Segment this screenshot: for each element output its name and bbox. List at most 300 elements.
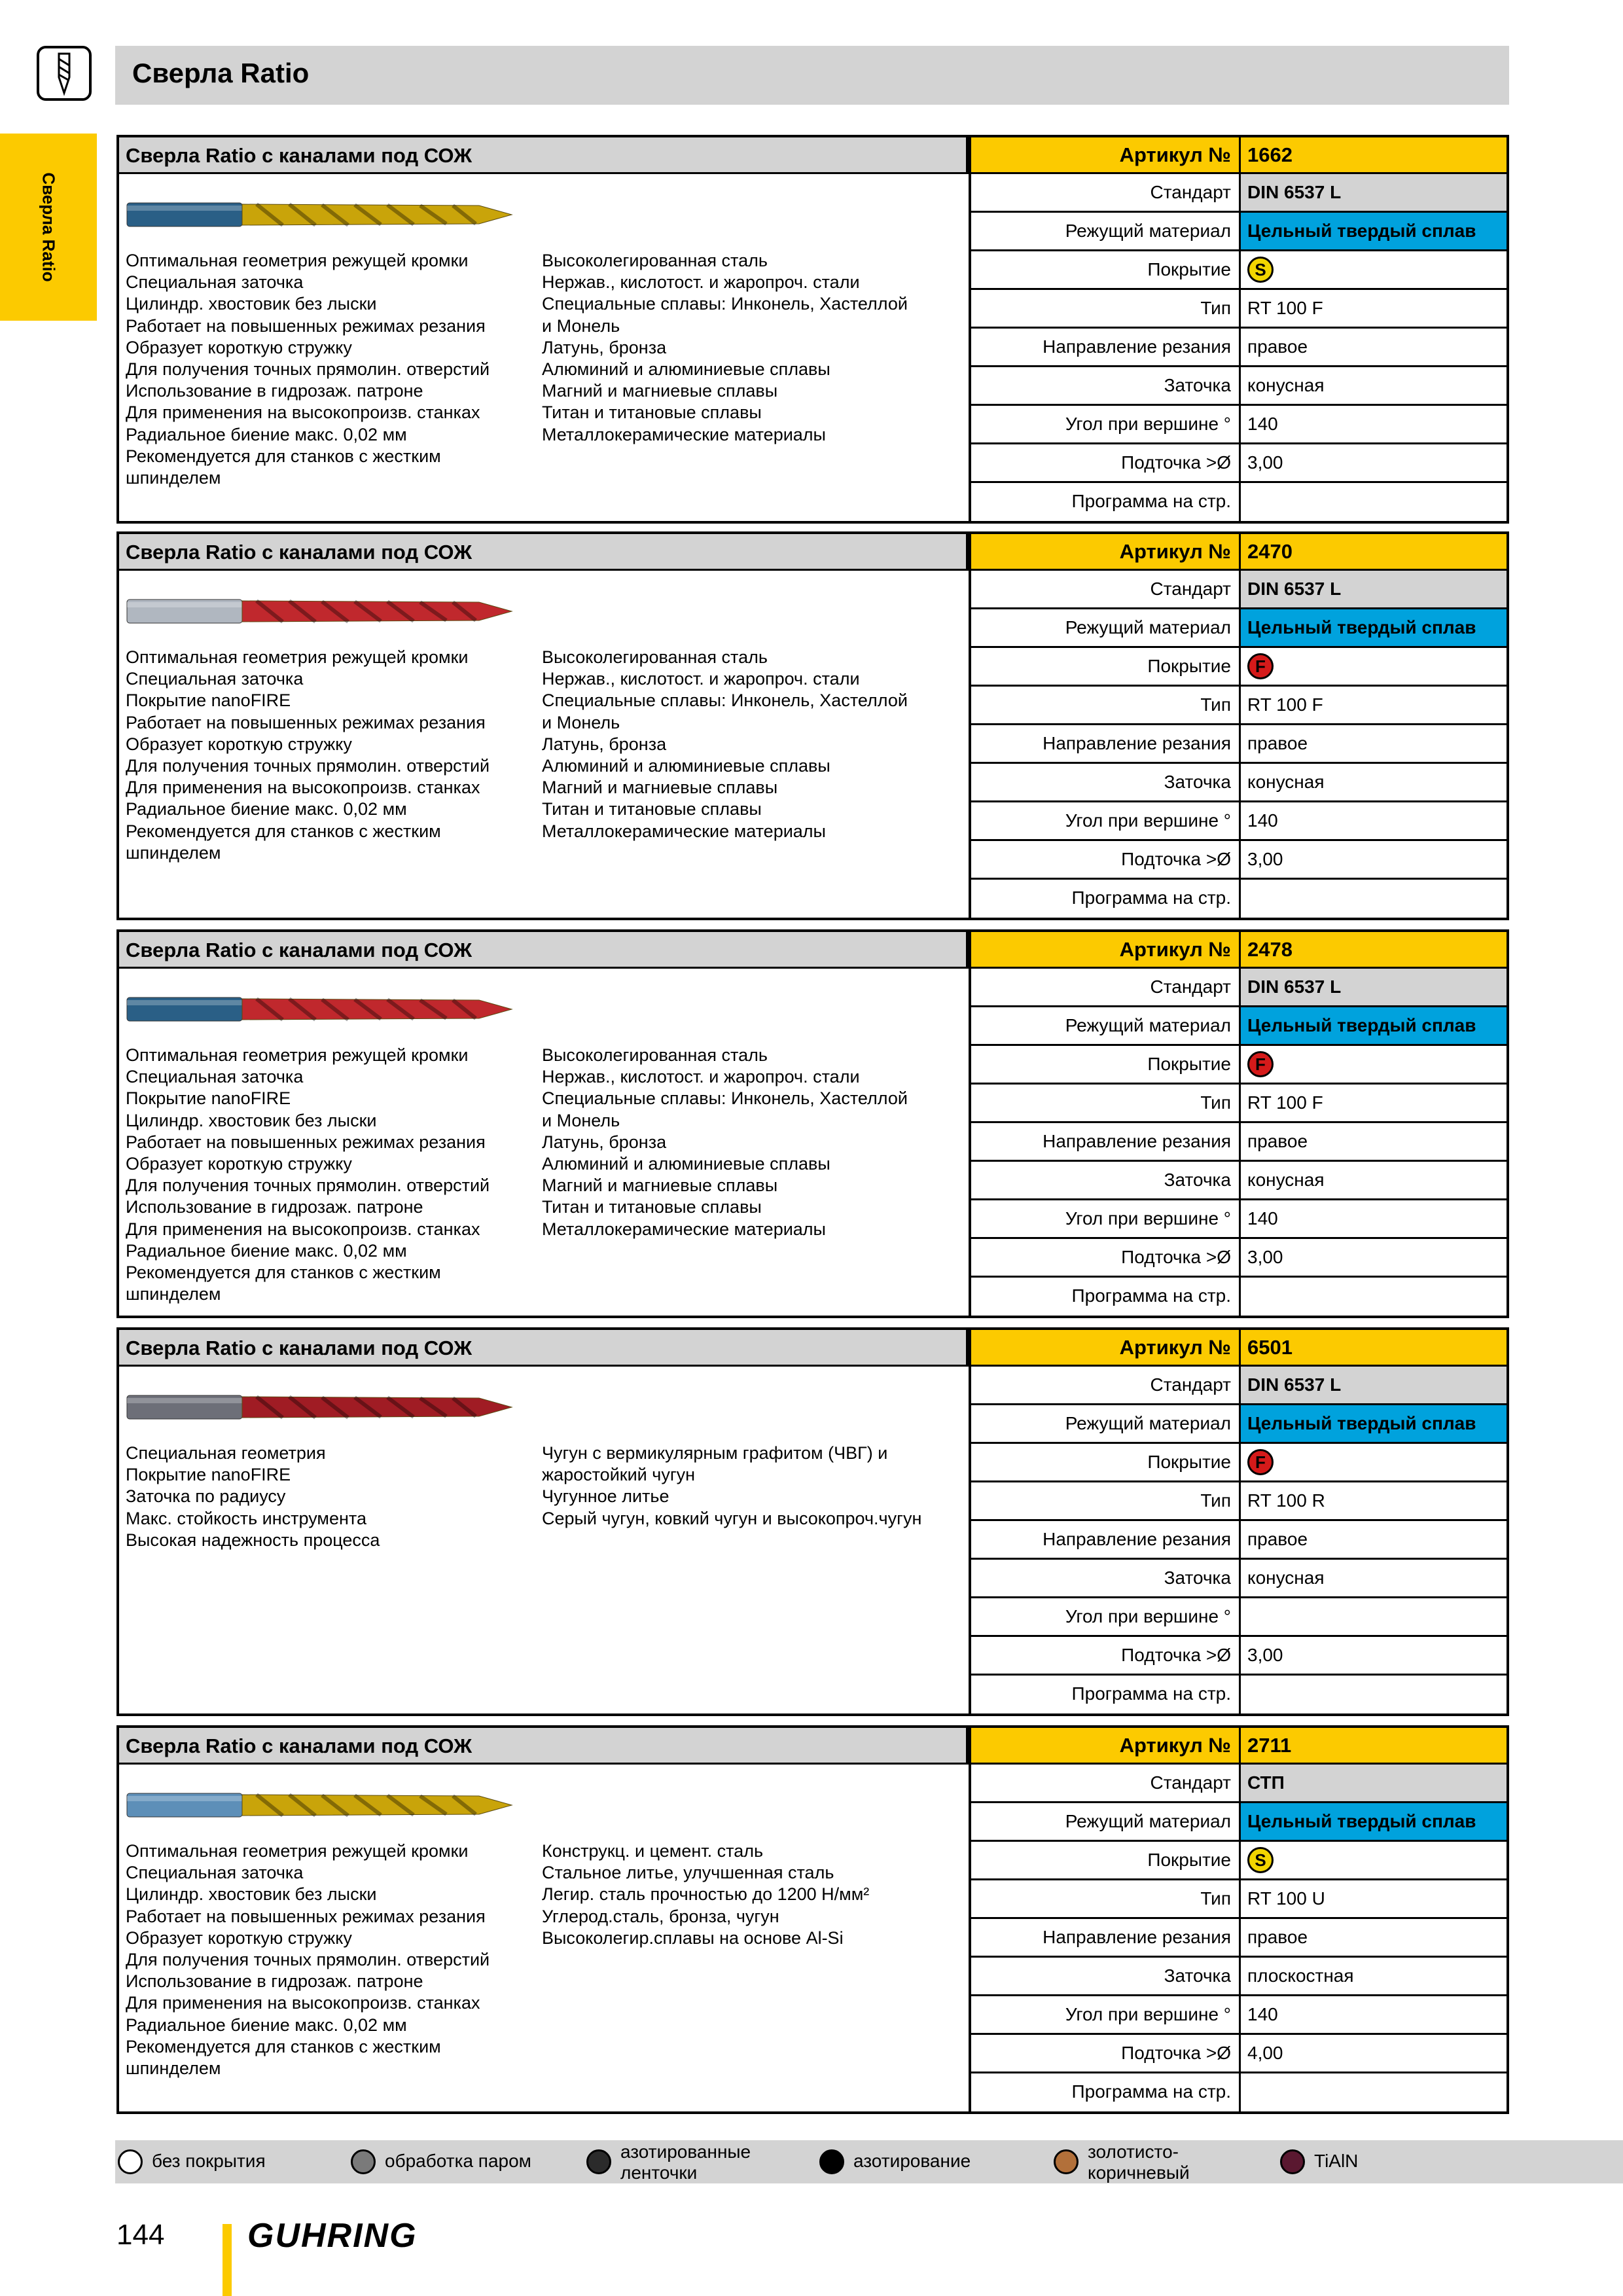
spec-row [971, 609, 1507, 648]
feature-item: Образует короткую стружку [126, 337, 352, 357]
drill-image [126, 1388, 518, 1427]
coating-icon [1054, 2149, 1079, 2174]
spec-value: Цельный твердый сплав [1241, 213, 1507, 249]
feature-item: Цилиндр. хвостовик без лыски [126, 294, 377, 314]
coating-value [1241, 648, 1507, 685]
spec-value: 4,00 [1247, 2043, 1283, 2063]
legend-label: без покрытия [152, 2151, 266, 2171]
spec-row [971, 290, 1507, 329]
spec-row [971, 1598, 1507, 1637]
footer-accent-bar [223, 2224, 232, 2296]
feature-item: Образует короткую стружку [126, 1154, 352, 1174]
feature-item: Радиальное биение макс. 0,02 мм [126, 799, 407, 819]
material-item: Магний и магниевые сплавы [542, 1175, 778, 1196]
spec-label: Угол при вершине ° [971, 802, 1241, 839]
spec-label: Режущий материал [971, 213, 1241, 249]
spec-value: 140 [1247, 810, 1278, 831]
spec-row [971, 329, 1507, 367]
coating-badge-icon: F [1247, 653, 1274, 679]
article-label: Артикул № [971, 534, 1241, 569]
article-row [971, 137, 1507, 174]
coating-badge-icon: F [1247, 1449, 1274, 1475]
material-item: Алюминий и алюминиевые сплавы [542, 756, 830, 776]
product-section [116, 1327, 1509, 1716]
spec-row [971, 1367, 1507, 1405]
feature-item: Работает на повышенных режимах резания [126, 1132, 486, 1152]
article-number: 6501 [1247, 1336, 1293, 1359]
material-item: и Монель [542, 1110, 620, 1130]
article-row [971, 534, 1507, 571]
spec-table [969, 534, 1507, 918]
spec-row [971, 1560, 1507, 1598]
feature-item: Образует короткую стружку [126, 734, 352, 754]
spec-label: Стандарт [971, 1765, 1241, 1801]
spec-row [971, 1919, 1507, 1958]
feature-item: Для получения точных прямолин. отверстий [126, 359, 490, 380]
feature-item: Для применения на высокопроизв. станках [126, 1993, 480, 2013]
material-list [542, 647, 974, 842]
material-item: Серый чугун, ковкий чугун и высокопроч.чугун [542, 1508, 922, 1528]
spec-value: 140 [1247, 1208, 1278, 1229]
spec-label: Заточка [971, 1958, 1241, 1994]
spec-row [971, 483, 1507, 521]
material-list [542, 1840, 974, 1949]
material-item: Титан и титановые сплавы [542, 1197, 762, 1217]
section-header [119, 534, 969, 571]
legend-label [1088, 2142, 1190, 2183]
spec-label: Угол при вершине ° [971, 1598, 1241, 1635]
spec-label: Заточка [971, 764, 1241, 800]
spec-row [971, 1880, 1507, 1919]
spec-value: 3,00 [1247, 1645, 1283, 1665]
drill-image [126, 990, 518, 1029]
material-item: Титан и титановые сплавы [542, 403, 762, 423]
legend-label: азотирование [853, 2151, 971, 2171]
coating-value [1241, 1842, 1507, 1878]
spec-value: DIN 6537 L [1241, 969, 1507, 1005]
spec-value: RT 100 R [1247, 1490, 1325, 1511]
material-item: Специальные сплавы: Инконель, Хастеллой [542, 1088, 908, 1109]
feature-item: шпинделем [126, 2058, 221, 2079]
material-item: Латунь, бронза [542, 734, 667, 754]
article-label: Артикул № [971, 1330, 1241, 1365]
section-title: Сверла Ratio с каналами под СОЖ [126, 144, 473, 167]
spec-value: СТП [1241, 1765, 1507, 1801]
article-label: Артикул № [971, 137, 1241, 172]
legend-label-line: азотированные [620, 2142, 751, 2162]
material-item: Нержав., кислотост. и жаропроч. стали [542, 272, 860, 293]
legend-label: TiAlN [1314, 2151, 1359, 2171]
spec-label: Режущий материал [971, 609, 1241, 646]
spec-value [1241, 483, 1507, 521]
spec-value: правое [1247, 1927, 1308, 1947]
feature-list [126, 1840, 531, 2079]
spec-value: конусная [1247, 1170, 1325, 1190]
feature-item: Для применения на высокопроизв. станках [126, 403, 480, 423]
spec-value: конусная [1247, 1568, 1325, 1588]
feature-item: шпинделем [126, 1284, 221, 1304]
section-header [119, 137, 969, 174]
spec-label: Стандарт [971, 571, 1241, 607]
section-title: Сверла Ratio с каналами под СОЖ [126, 939, 473, 961]
material-item: Высоколегир.сплавы на основе Al-Si [542, 1928, 844, 1948]
spec-row [971, 648, 1507, 687]
spec-label: Тип [971, 687, 1241, 723]
spec-row [971, 406, 1507, 444]
spec-table [969, 137, 1507, 521]
material-item: Углерод.сталь, бронза, чугун [542, 1906, 779, 1926]
section-title: Сверла Ratio с каналами под СОЖ [126, 1734, 473, 1757]
spec-row [971, 2035, 1507, 2073]
spec-label: Программа на стр. [971, 2073, 1241, 2111]
spec-value: правое [1247, 1131, 1308, 1151]
drill-image [126, 1785, 518, 1825]
spec-value [1241, 1598, 1507, 1635]
coating-badge-icon: S [1247, 257, 1274, 283]
feature-list [126, 1443, 531, 1551]
spec-value: DIN 6537 L [1241, 1367, 1507, 1403]
material-item: Металлокерамические материалы [542, 821, 826, 841]
material-item: и Монель [542, 712, 620, 732]
spec-row [971, 174, 1507, 213]
feature-item: шпинделем [126, 468, 221, 488]
feature-item: Рекомендуется для станков с жестким [126, 2036, 441, 2056]
spec-row [971, 764, 1507, 802]
spec-label: Программа на стр. [971, 483, 1241, 521]
spec-value: DIN 6537 L [1241, 571, 1507, 607]
feature-item: Покрытие nanoFIRE [126, 1088, 291, 1109]
material-item: Металлокерамические материалы [542, 1219, 826, 1239]
feature-item: Для применения на высокопроизв. станках [126, 778, 480, 798]
coating-badge-icon: S [1247, 1847, 1274, 1873]
coating-value [1241, 1444, 1507, 1480]
spec-label: Подточка >Ø [971, 1637, 1241, 1674]
page-title: Сверла Ratio [132, 58, 310, 88]
spec-value: Цельный твердый сплав [1241, 609, 1507, 646]
spec-row [971, 1842, 1507, 1880]
article-number: 1662 [1247, 143, 1293, 166]
brand-logo: GUHRING [247, 2217, 418, 2255]
spec-value: DIN 6537 L [1241, 174, 1507, 211]
feature-item: Оптимальная геометрия режущей кромки [126, 647, 469, 667]
spec-label: Направление резания [971, 1123, 1241, 1160]
spec-row [971, 687, 1507, 725]
legend-label [620, 2142, 751, 2183]
spec-row [971, 969, 1507, 1007]
spec-label: Программа на стр. [971, 880, 1241, 918]
spec-row [971, 1085, 1507, 1123]
feature-item: Высокая надежность процесса [126, 1530, 380, 1550]
feature-item: Для получения точных прямолин. отверстий [126, 1175, 490, 1196]
feature-item: Специальная геометрия [126, 1443, 326, 1463]
feature-item: Покрытие nanoFIRE [126, 691, 291, 711]
spec-label: Программа на стр. [971, 1278, 1241, 1316]
coating-value [1241, 251, 1507, 288]
article-number: 2470 [1247, 540, 1293, 563]
spec-value: конусная [1247, 375, 1325, 395]
material-list [542, 1045, 974, 1240]
coating-badge-icon: F [1247, 1051, 1274, 1077]
spec-label: Режущий материал [971, 1007, 1241, 1044]
material-item: Латунь, бронза [542, 337, 667, 357]
material-item: Стальное литье, улучшенная сталь [542, 1863, 834, 1883]
spec-label: Направление резания [971, 1521, 1241, 1558]
spec-row [971, 1405, 1507, 1444]
feature-item: Работает на повышенных режимах резания [126, 1906, 486, 1926]
spec-value: 140 [1247, 414, 1278, 434]
drill-image [126, 195, 518, 234]
material-item: Нержав., кислотост. и жаропроч. стали [542, 669, 860, 689]
spec-table [969, 1728, 1507, 2111]
spec-label: Покрытие [971, 1046, 1241, 1083]
material-item: Магний и магниевые сплавы [542, 381, 778, 401]
feature-item: Оптимальная геометрия режущей кромки [126, 1841, 469, 1861]
material-item: Металлокерамические материалы [542, 424, 826, 444]
spec-row [971, 1996, 1507, 2035]
feature-item: Работает на повышенных режимах резания [126, 712, 486, 732]
spec-value [1241, 880, 1507, 918]
legend-label-line: золотисто- [1088, 2142, 1179, 2162]
material-item: Высоколегированная сталь [542, 1045, 768, 1065]
spec-row [971, 1482, 1507, 1521]
material-item: Титан и титановые сплавы [542, 799, 762, 819]
spec-row [971, 1200, 1507, 1239]
feature-item: шпинделем [126, 842, 221, 863]
coating-icon [819, 2149, 844, 2174]
legend-label-line: коричневый [1088, 2162, 1190, 2183]
spec-row [971, 1676, 1507, 1713]
spec-label: Направление резания [971, 725, 1241, 762]
spec-value [1241, 1676, 1507, 1713]
spec-row [971, 1958, 1507, 1996]
feature-list [126, 647, 531, 864]
material-item: Чугунное литье [542, 1486, 669, 1507]
spec-value [1241, 1278, 1507, 1316]
feature-item: Оптимальная геометрия режущей кромки [126, 1045, 469, 1065]
spec-label: Заточка [971, 1162, 1241, 1198]
feature-item: Заточка по радиусу [126, 1486, 286, 1507]
feature-item: Специальная заточка [126, 1067, 304, 1087]
spec-label: Стандарт [971, 174, 1241, 211]
product-section [116, 1725, 1509, 2114]
spec-label: Подточка >Ø [971, 1239, 1241, 1276]
spec-label: Покрытие [971, 251, 1241, 288]
spec-label: Направление резания [971, 1919, 1241, 1956]
spec-label: Подточка >Ø [971, 841, 1241, 878]
feature-item: Рекомендуется для станков с жестким [126, 1263, 441, 1283]
feature-item: Использование в гидрозаж. патроне [126, 381, 423, 401]
spec-row [971, 1803, 1507, 1842]
spec-row [971, 1278, 1507, 1316]
feature-item: Для получения точных прямолин. отверстий [126, 1950, 490, 1970]
side-tab[interactable] [0, 134, 97, 321]
material-item: жаростойкий чугун [542, 1465, 696, 1485]
spec-row [971, 1123, 1507, 1162]
material-item: Высоколегированная сталь [542, 647, 768, 667]
material-item: Легир. сталь прочностью до 1200 Н/мм² [542, 1884, 870, 1905]
spec-row [971, 1637, 1507, 1676]
article-row [971, 1728, 1507, 1765]
feature-item: Макс. стойкость инструмента [126, 1508, 366, 1528]
feature-item: Цилиндр. хвостовик без лыски [126, 1110, 377, 1130]
material-item: Чугун с вермикулярным графитом (ЧВГ) и [542, 1443, 888, 1463]
feature-item: Оптимальная геометрия режущей кромки [126, 251, 469, 270]
drill-image [126, 592, 518, 631]
section-header [119, 932, 969, 969]
feature-item: Радиальное биение макс. 0,02 мм [126, 2015, 407, 2035]
spec-value: Цельный твердый сплав [1241, 1405, 1507, 1442]
spec-label: Подточка >Ø [971, 444, 1241, 481]
feature-item: Рекомендуется для станков с жестким [126, 446, 441, 466]
feature-item: Радиальное биение макс. 0,02 мм [126, 1240, 407, 1261]
spec-label: Угол при вершине ° [971, 1200, 1241, 1237]
coating-icon [586, 2149, 611, 2174]
spec-table [969, 1330, 1507, 1713]
spec-label: Программа на стр. [971, 1676, 1241, 1713]
feature-item: Радиальное биение макс. 0,02 мм [126, 424, 407, 444]
spec-value: плоскостная [1247, 1965, 1354, 1986]
spec-value: 3,00 [1247, 452, 1283, 473]
spec-row [971, 213, 1507, 251]
spec-value: RT 100 U [1247, 1888, 1325, 1909]
spec-label: Стандарт [971, 969, 1241, 1005]
spec-label: Тип [971, 1482, 1241, 1519]
feature-item: Специальная заточка [126, 669, 304, 689]
spec-row [971, 367, 1507, 406]
spec-row [971, 1765, 1507, 1803]
article-number: 2711 [1247, 1734, 1292, 1757]
spec-value: правое [1247, 1529, 1308, 1549]
spec-row [971, 1162, 1507, 1200]
spec-label: Угол при вершине ° [971, 1996, 1241, 2033]
feature-item: Покрытие nanoFIRE [126, 1465, 291, 1485]
spec-row [971, 2073, 1507, 2111]
material-item: Специальные сплавы: Инконель, Хастеллой [542, 294, 908, 314]
coating-legend [115, 2140, 1623, 2183]
coating-icon [1280, 2149, 1305, 2174]
spec-row [971, 1046, 1507, 1085]
spec-label: Заточка [971, 1560, 1241, 1596]
spec-row [971, 841, 1507, 880]
spec-label: Покрытие [971, 1842, 1241, 1878]
material-list [542, 250, 974, 446]
feature-item: Для получения точных прямолин. отверстий [126, 756, 490, 776]
spec-value: RT 100 F [1247, 298, 1323, 318]
product-section [116, 135, 1509, 524]
coating-value [1241, 1046, 1507, 1083]
page-number: 144 [116, 2219, 165, 2251]
feature-item: Рекомендуется для станков с жестким [126, 821, 441, 841]
spec-label: Режущий материал [971, 1803, 1241, 1840]
material-item: Магний и магниевые сплавы [542, 778, 778, 798]
article-label: Артикул № [971, 932, 1241, 967]
spec-value [1241, 2073, 1507, 2111]
article-row [971, 1330, 1507, 1367]
spec-value: RT 100 F [1247, 1092, 1323, 1113]
spec-label: Заточка [971, 367, 1241, 404]
feature-item: Специальная заточка [126, 1863, 304, 1883]
side-tab-label: Сверла Ratio [39, 172, 59, 282]
spec-label: Покрытие [971, 1444, 1241, 1480]
material-item: Конструкц. и цемент. сталь [542, 1841, 764, 1861]
spec-row [971, 444, 1507, 483]
spec-row [971, 571, 1507, 609]
material-item: Алюминий и алюминиевые сплавы [542, 359, 830, 380]
section-title: Сверла Ratio с каналами под СОЖ [126, 1336, 473, 1359]
spec-row [971, 725, 1507, 764]
spec-row [971, 1007, 1507, 1046]
section-header [119, 1728, 969, 1765]
spec-value: 3,00 [1247, 849, 1283, 869]
spec-label: Покрытие [971, 648, 1241, 685]
spec-label: Угол при вершине ° [971, 406, 1241, 442]
spec-row [971, 880, 1507, 918]
feature-item: Цилиндр. хвостовик без лыски [126, 1884, 377, 1905]
coating-icon [351, 2149, 376, 2174]
material-item: и Монель [542, 315, 620, 336]
spec-table [969, 932, 1507, 1316]
spec-label: Стандарт [971, 1367, 1241, 1403]
feature-item: Образует короткую стружку [126, 1928, 352, 1948]
spec-label: Тип [971, 1085, 1241, 1121]
spec-value: Цельный твердый сплав [1241, 1007, 1507, 1044]
feature-list [126, 1045, 531, 1305]
material-item: Высоколегированная сталь [542, 251, 768, 270]
spec-value: 3,00 [1247, 1247, 1283, 1267]
spec-value: 140 [1247, 2004, 1278, 2024]
material-list [542, 1443, 974, 1530]
spec-row [971, 1444, 1507, 1482]
feature-item: Использование в гидрозаж. патроне [126, 1971, 423, 1992]
article-label: Артикул № [971, 1728, 1241, 1763]
material-item: Алюминий и алюминиевые сплавы [542, 1154, 830, 1174]
spec-row [971, 1521, 1507, 1560]
spec-value: правое [1247, 733, 1308, 753]
section-title: Сверла Ratio с каналами под СОЖ [126, 541, 473, 564]
spec-row [971, 1239, 1507, 1278]
drill-icon [37, 46, 92, 101]
article-number: 2478 [1247, 938, 1293, 961]
feature-item: Использование в гидрозаж. патроне [126, 1197, 423, 1217]
material-item: Латунь, бронза [542, 1132, 667, 1152]
section-header [119, 1330, 969, 1367]
feature-item: Работает на повышенных режимах резания [126, 315, 486, 336]
spec-label: Тип [971, 1880, 1241, 1917]
page-header [115, 46, 1509, 105]
coating-icon [118, 2149, 143, 2174]
feature-item: Специальная заточка [126, 272, 304, 293]
feature-item: Для применения на высокопроизв. станках [126, 1219, 480, 1239]
material-item: Специальные сплавы: Инконель, Хастеллой [542, 691, 908, 711]
product-section [116, 531, 1509, 920]
spec-value: конусная [1247, 772, 1325, 792]
spec-row [971, 251, 1507, 290]
spec-label: Подточка >Ø [971, 2035, 1241, 2072]
spec-value: RT 100 F [1247, 694, 1323, 715]
material-item: Нержав., кислотост. и жаропроч. стали [542, 1067, 860, 1087]
spec-value: Цельный твердый сплав [1241, 1803, 1507, 1840]
product-section [116, 929, 1509, 1318]
spec-row [971, 802, 1507, 841]
article-row [971, 932, 1507, 969]
feature-list [126, 250, 531, 489]
legend-label-line: ленточки [620, 2162, 698, 2183]
spec-label: Направление резания [971, 329, 1241, 365]
spec-value: правое [1247, 336, 1308, 357]
legend-label: обработка паром [385, 2151, 531, 2171]
spec-label: Тип [971, 290, 1241, 327]
spec-label: Режущий материал [971, 1405, 1241, 1442]
